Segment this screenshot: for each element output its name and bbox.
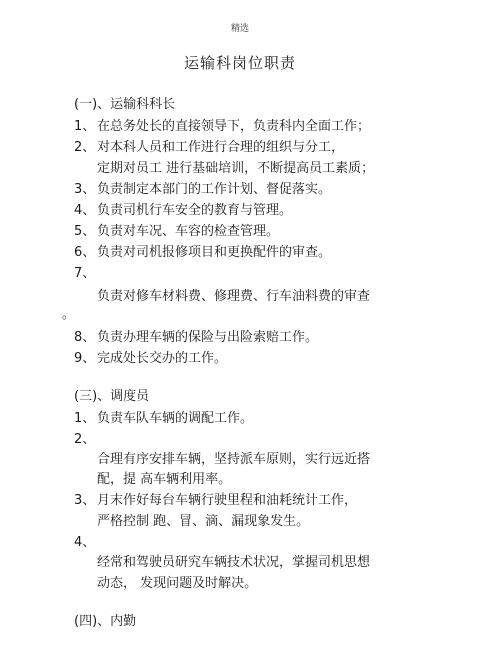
item-text: 配，提 高车辆利用率。 [97, 472, 232, 487]
item-text: 负责车队车辆的调配工作。 [97, 411, 254, 426]
item-text: 负责对修车材料费、修理费、行车油料费的审查 [97, 289, 371, 304]
item-text: 经常和驾驶员研究车辆技术状况，掌握司机思想 [97, 555, 371, 570]
item-text: 月末作好每台车辆行驶里程和油耗统计工作， [97, 493, 358, 508]
item-text: 动态， 发现问题及时解决。 [97, 576, 258, 591]
item-number: 3、 [74, 493, 96, 508]
item-text: 负责司机行车安全的教育与管理。 [97, 203, 293, 218]
item-number: 1、 [74, 119, 96, 134]
item-text: 在总务处长的直接领导下，负责科内全面工作； [97, 119, 371, 134]
item-number: 6、 [74, 245, 96, 260]
item-number: 3、 [74, 182, 96, 197]
item-number: 4、 [74, 203, 96, 218]
item-number: 8、 [74, 330, 96, 345]
item-number: 1、 [74, 411, 96, 426]
item-number: 2、 [74, 432, 96, 447]
page-header: 精选 [230, 24, 249, 34]
item-text: 负责对车况、车容的检查管理。 [97, 224, 280, 239]
section-heading-4: (四)、内勤 [74, 614, 137, 629]
item-number: 7、 [74, 266, 96, 281]
item-text: 严格控制 跑、冒、滴、漏现象发生。 [97, 514, 310, 529]
item-text: 负责办理车辆的保险与出险索赔工作。 [97, 330, 319, 345]
item-text: 合理有序安排车辆，坚持派车原则，实行远近搭 [97, 452, 371, 467]
item-text: 对本科人员和工作进行合理的组织与分工， [97, 140, 345, 155]
item-number: 4、 [74, 535, 96, 550]
section-heading-1: (一)、运输科科长 [74, 97, 176, 112]
item-text: 定期对员工 进行基础培训，不断提高员工素质； [97, 161, 375, 176]
item-number: 2、 [74, 140, 96, 155]
section-heading-3: (三)、调度员 [74, 389, 150, 404]
item-text: 负责制定本部门的工作计划、督促落实。 [97, 182, 332, 197]
item-text: 完成处长交办的工作。 [97, 351, 228, 366]
item-number: 9、 [74, 351, 96, 366]
trailing-period: 。 [62, 307, 76, 322]
item-text: 负责对司机报修项目和更换配件的审查。 [97, 245, 332, 260]
document-title: 运输科岗位职责 [183, 54, 296, 72]
item-number: 5、 [74, 224, 96, 239]
